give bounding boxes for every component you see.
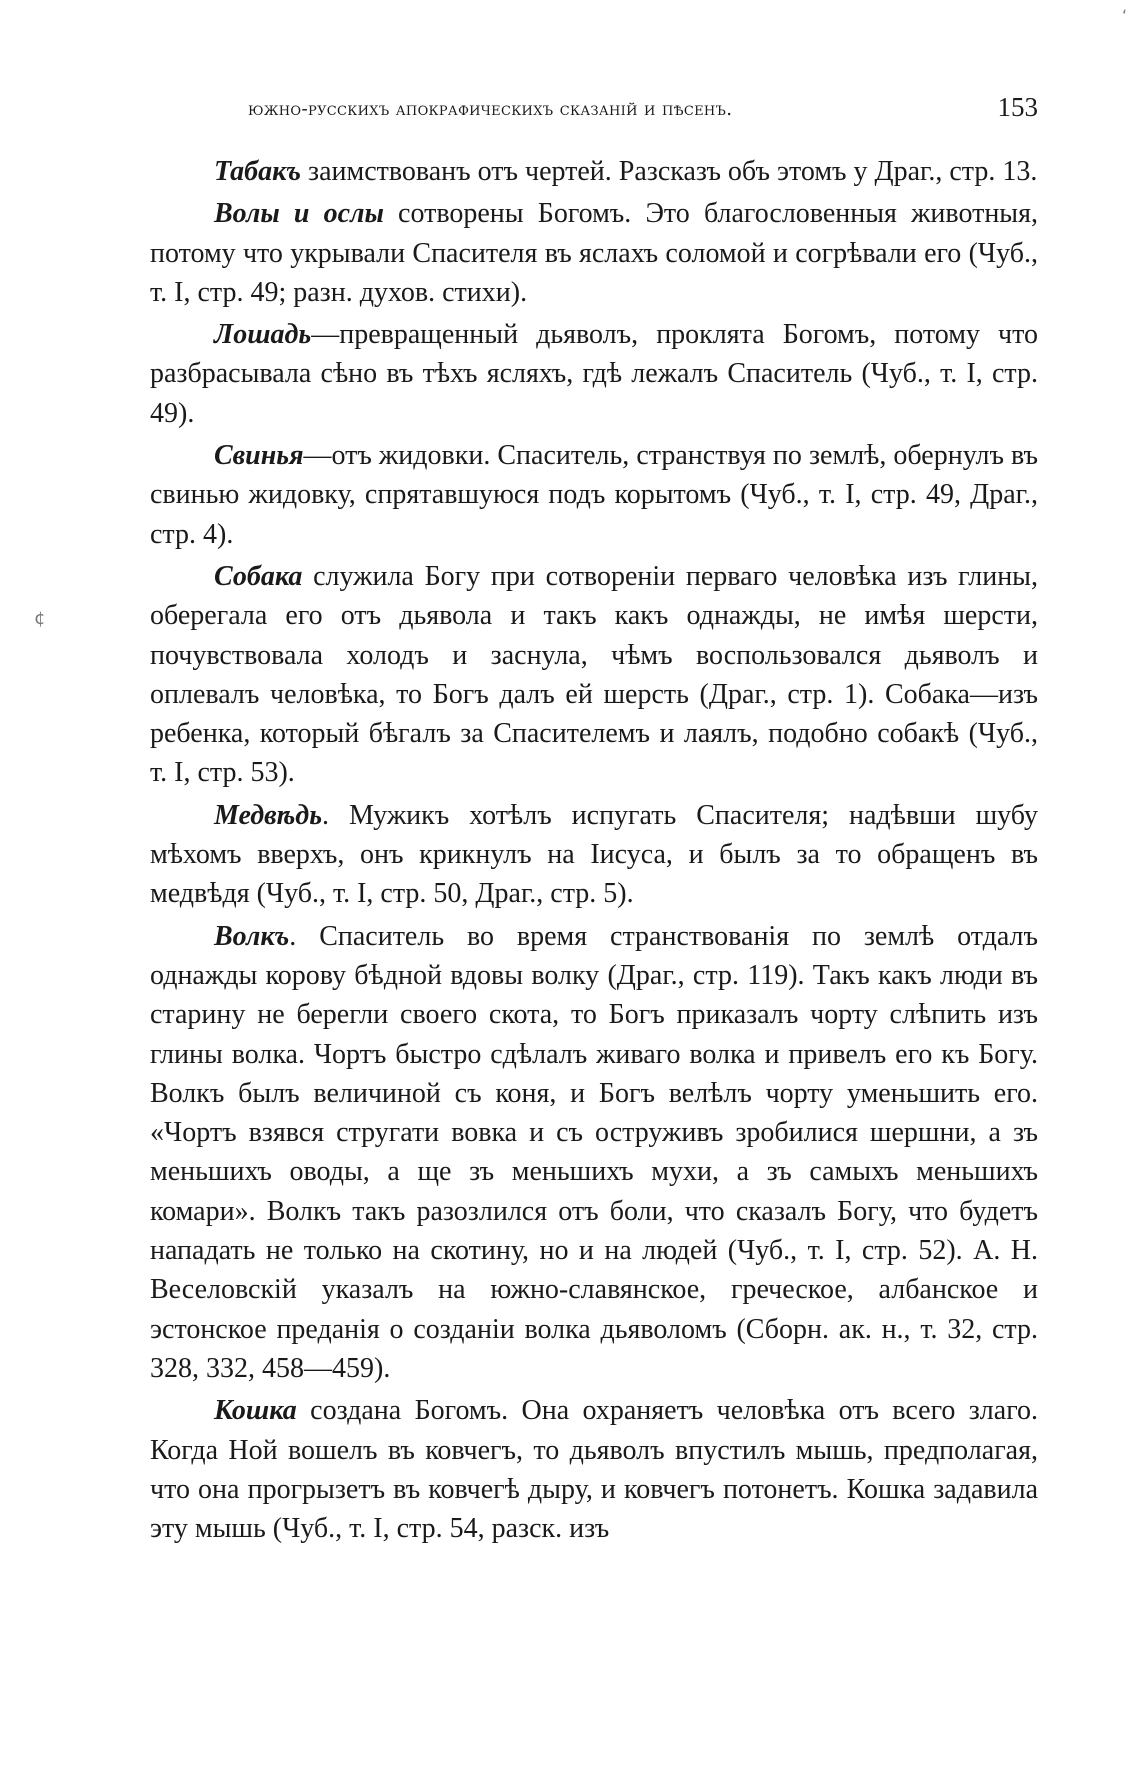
paragraph-medved (150, 796, 1038, 914)
paragraph-koshka (150, 1391, 1038, 1548)
header-title: южно-русскихъ апокрафическихъ сказаній и пѣсенъ. (248, 98, 733, 120)
term-tabak: Табакъ (214, 156, 302, 187)
text-volk: . Спаситель во время странствованія по землѣ отдалъ однажды корову бѣдной вдовы волку (Драг., стр. 119). Такъ какъ люди въ старину не берегли своего скота, то Богъ приказалъ чорту слѣпить изъ глины волка. Чортъ быстро сдѣлалъ живаго волка и привелъ его къ Богу. Волкъ былъ величиной съ коня, и Богъ велѣлъ чорту уменьшить его. «Чортъ взявся стругати вовка и съ оструживъ зробилися шершни, а зъ меньшихъ оводы, а ще зъ меньшихъ мухи, а зъ самыхъ меньшихъ комари». Волкъ такъ разозлился отъ боли, что сказалъ Богу, что будетъ нападать не только на скотину, но и на людей (Чуб., т. I, стр. 52). А. Н. Веселовскій указалъ на южно-славянское, греческое, албанское и эстонское преданія о созданіи волка дьяволомъ (Сборн. ак. н., т. 32, стр. 328, 332, 458—459). (150, 920, 1038, 1384)
page-number: 153 (997, 92, 1038, 122)
text-voly: сотворены Богомъ. Это благословенныя животныя, потому что укрывали Спасителя въ яслахъ соломой и согрѣвали его (Чуб., т. I, стр. 49; разн. духов. стихи). (150, 198, 1038, 308)
term-voly: Волы и ослы (214, 198, 384, 230)
paragraph-volk (150, 917, 1038, 1389)
paragraph-svinya (150, 436, 1038, 554)
corner-mark: ‘ (1122, 6, 1128, 25)
paragraph-voly (150, 194, 1038, 312)
term-medved: Медвѣдь (214, 799, 322, 831)
text-tabak: заимствованъ отъ чертей. Разсказъ объ этомъ у Драг., стр. 13. (301, 156, 1038, 187)
text-svinya: —отъ жидовки. Спаситель, странствуя по землѣ, обернулъ въ свинью жидовку, спрятавшуюся подъ корытомъ (Чуб., т. I, стр. 49, Драг., стр. 4). (150, 440, 1038, 550)
body-text (150, 152, 1038, 1551)
text-medved: . Мужикъ хотѣлъ испугать Спасителя; надѣвши шубу мѣхомъ вверхъ, онъ крикнулъ на Іисуса, и былъ за то обращенъ въ медвѣдя (Чуб., т. I, стр. 50, Драг., стр. 5). (150, 799, 1038, 910)
term-loshad: Лошадь (214, 319, 312, 351)
term-svinya: Свинья (214, 440, 304, 472)
paragraph-sobaka (150, 557, 1038, 793)
text-koshka: создана Богомъ. Она охраняетъ человѣка отъ всего злаго. Когда Ной вошелъ въ ковчегъ, то дьяволъ впустилъ мышь, предполагая, что она прогрызетъ въ ковчегѣ дыру, и ковчегъ потонетъ. Кошка задавила эту мышь (Чуб., т. I, стр. 54, разск. изъ (150, 1395, 1038, 1545)
running-header (248, 92, 1038, 132)
paragraph-tabak (150, 152, 1038, 191)
term-sobaka: Собака (214, 560, 303, 592)
text-sobaka: служила Богу при сотвореніи перваго человѣка изъ глины, оберегала его отъ дьявола и такъ какъ однажды, не имѣя шерсти, почувствовала холодъ и заснула, чѣмъ воспользовался дьяволъ и оплевалъ человѣка, то Богъ далъ ей шерсть (Драг., стр. 1). Собака—изъ ребенка, который бѣгалъ за Спасителемъ и лаялъ, подобно собакѣ (Чуб., т. I, стр. 53). (150, 560, 1038, 789)
margin-mark: ¢ (34, 608, 46, 629)
term-koshka: Кошка (214, 1395, 297, 1427)
text-loshad: —превращенный дьяволъ, проклята Богомъ, потому что разбрасывала сѣно въ тѣхъ ясляхъ, гдѣ лежалъ Спаситель (Чуб., т. I, стр. 49). (150, 319, 1038, 429)
term-volk: Волкъ (214, 920, 290, 952)
paragraph-loshad (150, 315, 1038, 433)
